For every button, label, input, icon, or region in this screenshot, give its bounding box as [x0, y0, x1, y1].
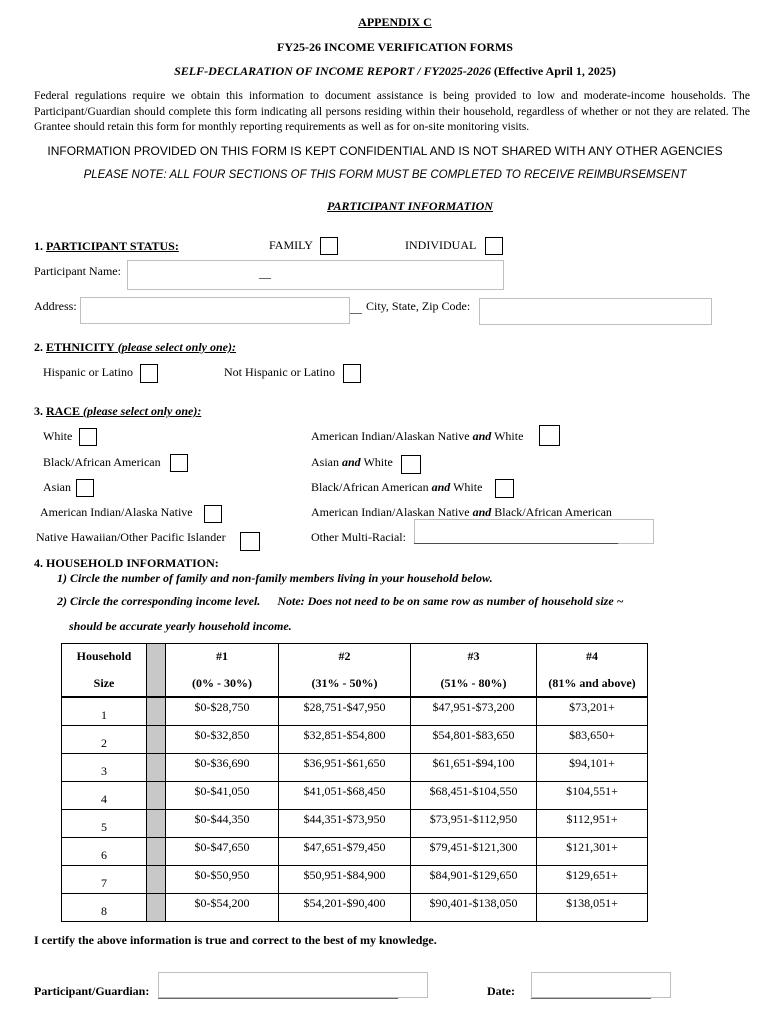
income-range-cell: $73,951-$112,950: [411, 810, 537, 838]
income-range-cell: $44,351-$73,950: [279, 810, 411, 838]
income-range-cell: $32,851-$54,800: [279, 726, 411, 754]
race-r3-a: Black/African American: [311, 480, 432, 494]
income-range-cell: $36,951-$61,650: [279, 754, 411, 782]
income-range-cell: $104,551+: [537, 782, 648, 810]
address-underscore: __: [350, 301, 362, 315]
income-range-cell: $79,451-$121,300: [411, 838, 537, 866]
income-range-cell: $68,451-$104,550: [411, 782, 537, 810]
please-note: PLEASE NOTE: ALL FOUR SECTIONS OF THIS FORM MUST BE COMPLETED TO RECEIVE REIMBURSEMSENT: [83, 169, 687, 181]
not-hispanic-label: Not Hispanic or Latino: [224, 365, 335, 379]
shaded-cell: [147, 726, 166, 754]
intro-paragraph: Federal regulations require we obtain this information to document assistance is being provided to low and moderate-income households. The Participant/Guardian should complete this form indicating all persons residing within their household, regardless of whether or not they are related. The Grantee should retain this form for monthly reporting requirements as well as for on-site monitoring visits.: [34, 89, 750, 133]
subtitle-effective: (Effective April 1, 2025): [490, 64, 616, 78]
header-col-4-num: #4: [586, 649, 598, 663]
header-col-4-range: (81% and above): [548, 676, 636, 690]
shaded-cell: [147, 782, 166, 810]
header-col-3: [411, 644, 537, 697]
shaded-cell: [147, 698, 166, 726]
section1-heading: [34, 239, 179, 254]
race-asian-white-label: [311, 455, 393, 470]
signature-line: ________________________________________: [158, 986, 398, 1000]
race-r4-a: American Indian/Alaskan Native: [311, 505, 473, 519]
shaded-cell: [147, 838, 166, 866]
income-range-cell: $0-$47,650: [166, 838, 279, 866]
income-range-cell: $0-$44,350: [166, 810, 279, 838]
header-col-4: [537, 644, 648, 697]
income-range-cell: $73,201+: [537, 698, 648, 726]
household-size-cell: 4: [62, 782, 147, 810]
section2-title: ETHNICITY: [46, 340, 115, 354]
income-range-cell: $41,051-$68,450: [279, 782, 411, 810]
income-range-cell: $0-$28,750: [166, 698, 279, 726]
income-range-cell: $61,651-$94,100: [411, 754, 537, 782]
table-row: [62, 698, 648, 726]
race-r1-b: White: [491, 429, 524, 443]
race-white-checkbox[interactable]: [79, 428, 97, 446]
race-hawaiian-label: Native Hawaiian/Other Pacific Islander: [36, 530, 226, 544]
confidential-notice: INFORMATION PROVIDED ON THIS FORM IS KEPT CONFIDENTIAL AND IS NOT SHARED WITH ANY OTHER AGENCIES: [47, 144, 723, 158]
header-household-size: [62, 644, 147, 697]
address-label: Address:: [34, 299, 77, 313]
participant-name-field[interactable]: [127, 260, 504, 290]
household-size-cell: 6: [62, 838, 147, 866]
income-range-cell: $47,951-$73,200: [411, 698, 537, 726]
shaded-cell: [147, 810, 166, 838]
race-asian-checkbox[interactable]: [76, 479, 94, 497]
instruction-2: [57, 594, 624, 609]
section3-heading: [34, 404, 201, 419]
header-col-1-range: (0% - 30%): [192, 676, 252, 690]
section1-title: PARTICIPANT STATUS:: [46, 239, 179, 253]
header-col-3-num: #3: [467, 649, 480, 663]
signature-label: Participant/Guardian:: [34, 984, 150, 998]
section2-heading: [34, 340, 236, 355]
race-r3-and: and: [431, 480, 451, 494]
race-r4-b: Black/African American: [491, 505, 612, 519]
race-r2-b: White: [360, 455, 393, 469]
income-range-cell: $28,751-$47,950: [279, 698, 411, 726]
race-r1-a: American Indian/Alaskan Native: [311, 429, 473, 443]
instruction-2-note: Note: Does not need to be on same row as number of household size ~: [277, 594, 624, 608]
race-r2-a: Asian: [311, 455, 342, 469]
income-range-cell: $84,901-$129,650: [411, 866, 537, 894]
city-state-zip-field[interactable]: [479, 298, 712, 325]
income-range-cell: $54,201-$90,400: [279, 894, 411, 922]
instruction-2-main: 2) Circle the corresponding income level.: [57, 594, 261, 608]
income-range-cell: $0-$32,850: [166, 726, 279, 754]
household-size-cell: 2: [62, 726, 147, 754]
income-range-cell: $121,301+: [537, 838, 648, 866]
income-range-cell: $0-$54,200: [166, 894, 279, 922]
header-col-1: [166, 644, 279, 697]
section1-number: 1.: [34, 239, 46, 253]
header-col-1-num: #1: [216, 649, 228, 663]
race-am-indian-label: American Indian/Alaska Native: [40, 505, 193, 519]
income-range-cell: $50,951-$84,900: [279, 866, 411, 894]
header-size: Size: [93, 676, 115, 690]
household-size-cell: 1: [62, 698, 147, 726]
date-label: Date:: [487, 984, 515, 998]
family-label: FAMILY: [269, 238, 313, 252]
shaded-cell: [147, 894, 166, 922]
header-household: Household: [76, 649, 132, 663]
table-row: [62, 894, 648, 922]
income-range-cell: $0-$36,690: [166, 754, 279, 782]
certify-statement: I certify the above information is true and correct to the best of my knowledge.: [34, 933, 437, 947]
table-row: [62, 754, 648, 782]
form-title: FY25-26 INCOME VERIFICATION FORMS: [277, 40, 513, 54]
instruction-3: should be accurate yearly household income.: [69, 619, 292, 633]
household-size-cell: 8: [62, 894, 147, 922]
section3-title: RACE: [46, 404, 81, 418]
race-r4-and: and: [472, 505, 492, 519]
household-size-cell: 5: [62, 810, 147, 838]
family-checkbox[interactable]: [320, 237, 338, 255]
income-range-cell: $54,801-$83,650: [411, 726, 537, 754]
race-r2-and: and: [342, 455, 361, 469]
not-hispanic-checkbox[interactable]: [343, 364, 361, 383]
income-range-cell: $0-$50,950: [166, 866, 279, 894]
table-row: [62, 866, 648, 894]
race-black-white-label: [311, 480, 482, 495]
header-col-2-range: (31% - 50%): [311, 676, 378, 690]
section4-heading: 4. HOUSEHOLD INFORMATION:: [34, 556, 219, 570]
race-am-indian-white-checkbox[interactable]: [539, 425, 560, 446]
participant-name-label: Participant Name:: [34, 264, 121, 278]
participant-heading: PARTICIPANT INFORMATION: [327, 199, 493, 213]
income-range-cell: $0-$41,050: [166, 782, 279, 810]
participant-name-underscore: __: [259, 266, 271, 280]
income-rows: [61, 697, 648, 922]
income-range-cell: $83,650+: [537, 726, 648, 754]
shaded-cell: [147, 754, 166, 782]
income-range-cell: $90,401-$138,050: [411, 894, 537, 922]
race-black-white-checkbox[interactable]: [495, 479, 514, 498]
income-range-cell: $129,651+: [537, 866, 648, 894]
race-black-checkbox[interactable]: [170, 454, 188, 472]
race-hawaiian-checkbox[interactable]: [240, 532, 260, 551]
race-am-indian-white-label: [311, 429, 523, 444]
hispanic-checkbox[interactable]: [140, 364, 158, 383]
income-range-cell: $138,051+: [537, 894, 648, 922]
income-table: [61, 643, 648, 697]
race-white-label: White: [43, 429, 73, 443]
race-asian-label: Asian: [43, 480, 71, 494]
income-range-cell: $47,651-$79,450: [279, 838, 411, 866]
shaded-cell: [147, 866, 166, 894]
section2-number: 2.: [34, 340, 46, 354]
race-black-label: Black/African American: [43, 455, 161, 469]
race-other-label: Other Multi-Racial:: [311, 530, 406, 544]
section2-note: (please select only one):: [114, 340, 236, 354]
table-row: [62, 810, 648, 838]
race-r1-and: and: [472, 429, 492, 443]
section3-number: 3.: [34, 404, 46, 418]
header-col-2-num: #2: [338, 649, 351, 663]
section3-note: (please select only one):: [80, 404, 202, 418]
race-am-indian-checkbox[interactable]: [204, 505, 222, 523]
table-row: [62, 782, 648, 810]
subtitle-italic: SELF-DECLARATION OF INCOME REPORT / FY2025-2026: [174, 64, 491, 78]
header-col-2: [279, 644, 411, 697]
shaded-column: [147, 644, 166, 697]
race-other-line: __________________________________: [414, 531, 618, 545]
table-row: [62, 726, 648, 754]
race-am-indian-black-label: [311, 505, 612, 520]
city-state-zip-label: City, State, Zip Code:: [366, 299, 471, 313]
form-subtitle: [0, 64, 770, 79]
individual-checkbox[interactable]: [485, 237, 503, 255]
table-row: [62, 838, 648, 866]
address-field[interactable]: [80, 297, 350, 324]
header-col-3-range: (51% - 80%): [440, 676, 507, 690]
appendix-label: APPENDIX C: [358, 15, 432, 29]
income-range-cell: $94,101+: [537, 754, 648, 782]
race-asian-white-checkbox[interactable]: [401, 455, 421, 474]
household-size-cell: 7: [62, 866, 147, 894]
instruction-1: 1) Circle the number of family and non-family members living in your household below.: [57, 571, 493, 585]
individual-label: INDIVIDUAL: [405, 238, 477, 252]
race-r3-b: White: [450, 480, 483, 494]
income-range-cell: $112,951+: [537, 810, 648, 838]
hispanic-label: Hispanic or Latino: [43, 365, 133, 379]
household-size-cell: 3: [62, 754, 147, 782]
date-line: ____________________: [531, 986, 651, 1000]
